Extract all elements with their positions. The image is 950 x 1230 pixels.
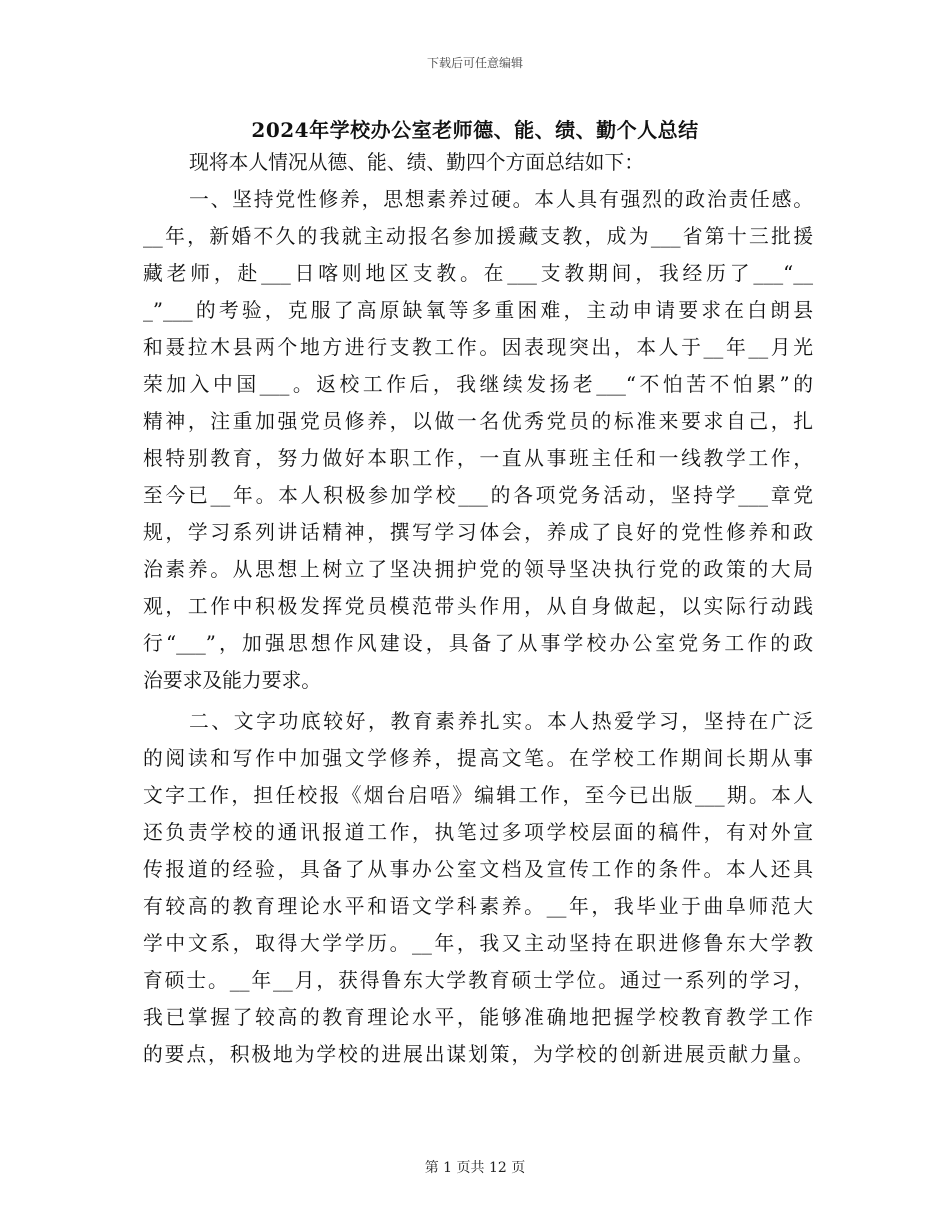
text-line: 一、坚持党性修养，思想素养过硬。本人具有强烈的政治责任感。 [189, 188, 813, 211]
text-line: 的阅读和写作中加强文学修养，提高文笔。在学校工作期间长期从事 [143, 747, 813, 770]
text-line: 治要求及能力要求。 [143, 669, 322, 692]
text-line: 荣加入中国___。返校工作后，我继续发扬老___“不怕苦不怕累”的 [143, 373, 813, 396]
text-line: 现将本人情况从德、能、绩、勤四个方面总结如下： [189, 151, 644, 174]
header-note: 下载后可任意编辑 [426, 56, 523, 70]
text-line: 育硕士。__年__月，获得鲁东大学教育硕士学位。通过一系列的学习， [143, 969, 813, 992]
text-line: 根特别教育，努力做好本职工作，一直从事班主任和一线教学工作， [143, 447, 813, 470]
text-line: 至今已__年。本人积极参加学校___的各项党务活动，坚持学___章党 [143, 484, 813, 507]
text-line: 规，学习系列讲话精神，撰写学习体会，养成了良好的党性修养和政 [143, 521, 813, 544]
text-line: 学中文系，取得大学学历。__年，我又主动坚持在职进修鲁东大学教 [143, 932, 813, 955]
text-line: 我已掌握了较高的教育理论水平，能够准确地把握学校教育教学工作 [143, 1006, 813, 1029]
text-line: 精神，注重加强党员修养，以做一名优秀党员的标准来要求自己，扎 [143, 410, 813, 433]
text-line: __年，新婚不久的我就主动报名参加援藏支教，成为___省第十三批援 [143, 225, 813, 248]
page-footer: 第 1 页共 12 页 [424, 1160, 526, 1176]
text-line: 藏老师，赴___日喀则地区支教。在___支教期间，我经历了___“__ [143, 262, 813, 285]
text-line: 还负责学校的通讯报道工作，执笔过多项学校层面的稿件，有对外宣 [143, 821, 813, 844]
text-line: 治素养。从思想上树立了坚决拥护党的领导坚决执行党的政策的大局 [143, 558, 813, 581]
text-line: 有较高的教育理论水平和语文学科素养。__年，我毕业于曲阜师范大 [143, 895, 813, 918]
text-line: 二、文字功底较好，教育素养扎实。本人热爱学习，坚持在广泛 [189, 710, 813, 733]
document-title: 2024年学校办公室老师德、能、绩、勤个人总结 [251, 118, 699, 142]
text-line: _”___的考验，克服了高原缺氧等多重困难，主动申请要求在白朗县 [143, 299, 813, 322]
text-line: 行“___”，加强思想作风建设，具备了从事学校办公室党务工作的政 [143, 632, 813, 655]
text-line: 传报道的经验，具备了从事办公室文档及宣传工作的条件。本人还具 [143, 858, 813, 881]
text-line: 观，工作中积极发挥党员模范带头作用，从自身做起，以实际行动践 [143, 595, 813, 618]
text-line: 文字工作，担任校报《烟台启唔》编辑工作，至今已出版___期。本人 [143, 784, 813, 807]
text-line: 和聂拉木县两个地方进行支教工作。因表现突出，本人于__年__月光 [143, 336, 813, 359]
text-line: 的要点，积极地为学校的进展出谋划策，为学校的创新进展贡献力量。 [143, 1043, 813, 1066]
